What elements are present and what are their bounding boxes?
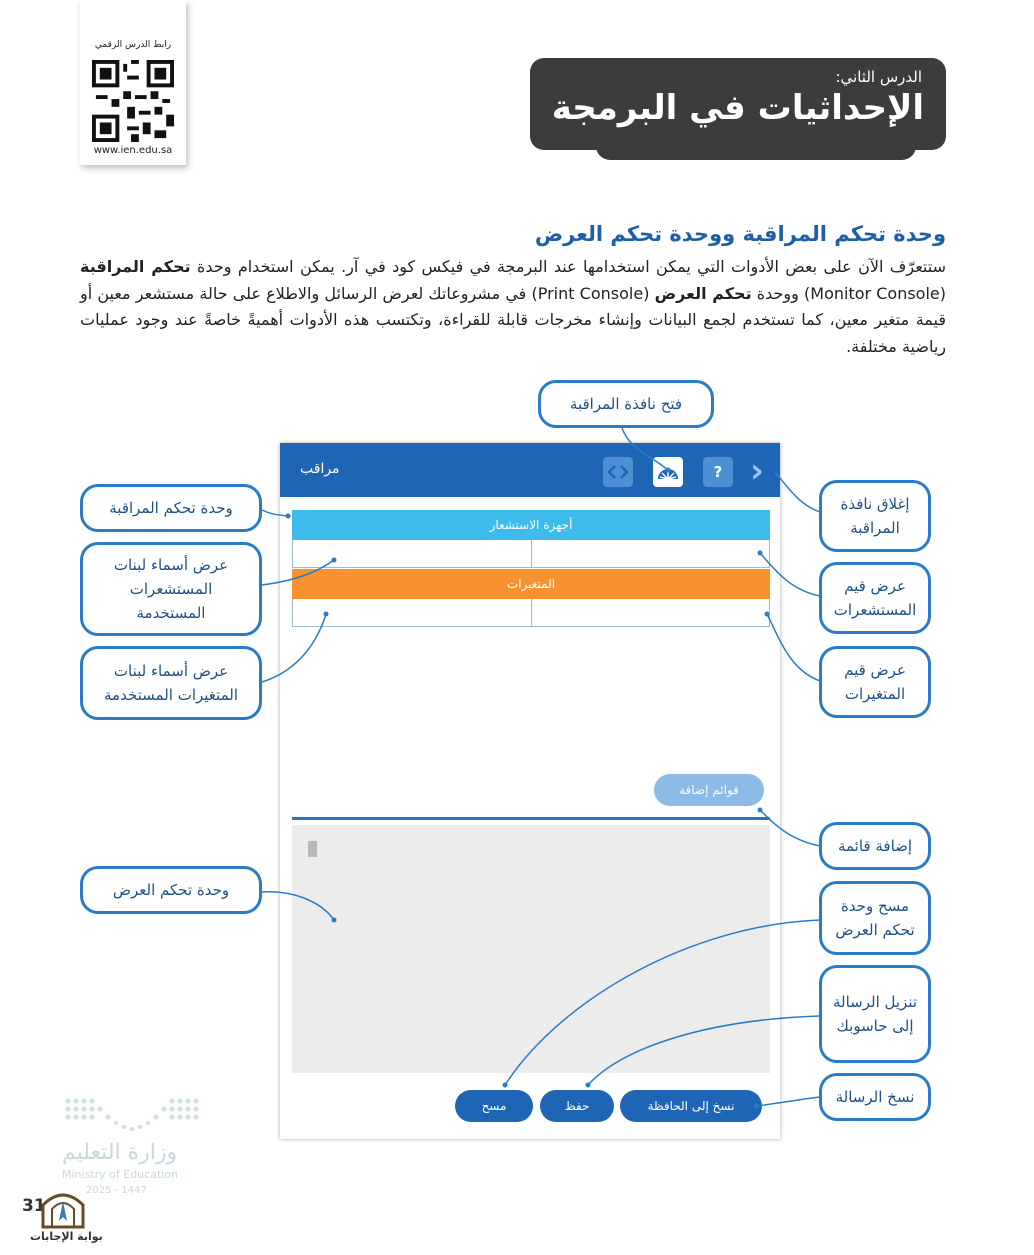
variables-row-divider — [531, 599, 532, 626]
callout-sensor-values: عرض قيم المستشعرات — [819, 562, 931, 634]
variables-header: المتغيرات — [292, 569, 770, 599]
qr-card — [80, 0, 186, 165]
monitor-panel — [280, 443, 780, 1139]
ministry-name-ar: وزارة التعليم — [62, 1140, 178, 1165]
body-text-3: (Print Console) في مشروعاتك لعرض الرسائل والاطلاع على حالة مستشعر معين أو قيمة متغير معين، كما تستخدم لجمع البيانات وإنشاء مخرجات قابلة للقراءة، وتكتسب هذه الأدوات أهميةً خاصةً عند وجود عمليات رياضية مختلفة. — [80, 283, 946, 356]
qr-code-icon[interactable] — [92, 60, 174, 142]
console-separator — [292, 817, 770, 820]
callout-variable-names: عرض أسماء لبنات المتغيرات المستخدمة — [80, 646, 262, 720]
sensors-row-divider — [531, 540, 532, 567]
body-text-2: (Monitor Console) ووحدة — [751, 283, 947, 303]
print-console[interactable] — [292, 825, 770, 1073]
qr-caption: رابط الدرس الرقمي — [94, 40, 172, 50]
callout-add-list: إضافة قائمة — [819, 822, 931, 870]
save-button[interactable]: حفظ — [540, 1090, 614, 1122]
body-bold-monitor: تحكم المراقبة — [80, 257, 191, 276]
callout-close-monitor: إغلاق نافذة المراقبة — [819, 480, 931, 552]
variables-row — [292, 599, 770, 627]
answers-gate-label: بوابة الإجابات — [30, 1230, 103, 1243]
body-text-1: ستتعرّف الآن على بعض الأدوات التي يمكن استخدامها عند البرمجة في فيكس كود في آر. يمكن استخدام وحدة — [190, 257, 946, 276]
callout-monitor-console: وحدة تحكم المراقبة — [80, 484, 262, 532]
callout-copy-message: نسخ الرسالة — [819, 1073, 931, 1121]
panel-title: مراقب — [300, 461, 340, 477]
callout-print-console: وحدة تحكم العرض — [80, 866, 262, 914]
section-heading: وحدة تحكم المراقبة ووحدة تحكم العرض — [534, 222, 946, 246]
title-banner — [530, 58, 946, 150]
code-brackets-icon[interactable] — [603, 457, 633, 487]
add-list-button[interactable]: قوائم إضافة — [654, 774, 764, 806]
sensors-header: أجهزة الاستشعار — [292, 510, 770, 540]
body-paragraph — [80, 254, 946, 360]
gauge-icon[interactable] — [653, 457, 683, 487]
callout-open-monitor: فتح نافذة المراقبة — [538, 380, 714, 428]
body-bold-print: تحكم العرض — [654, 283, 752, 303]
clear-button[interactable]: مسح — [455, 1090, 533, 1122]
answers-gate-icon — [38, 1187, 88, 1229]
copy-to-clipboard-button[interactable]: نسخ إلى الحافظة — [620, 1090, 762, 1122]
callout-variable-values: عرض قيم المتغيرات — [819, 646, 931, 718]
ministry-year: 2025 - 1447 — [86, 1185, 147, 1196]
lesson-title: الإحداثيات في البرمجة — [551, 88, 924, 128]
callout-download: تنزيل الرسالة إلى حاسوبك — [819, 965, 931, 1063]
panel-header — [280, 443, 780, 497]
qr-url: www.ien.edu.sa — [93, 145, 173, 156]
lesson-label: الدرس الثاني: — [835, 68, 922, 86]
page-number: 31 — [22, 1196, 46, 1216]
callout-clear-console: مسح وحدة تحكم العرض — [819, 881, 931, 955]
help-icon[interactable]: ? — [703, 457, 733, 487]
ministry-name-en: Ministry of Education — [62, 1168, 179, 1181]
console-cursor — [308, 841, 317, 857]
close-chevron-icon[interactable]: › — [750, 451, 765, 491]
callout-sensor-names: عرض أسماء لبنات المستشعرات المستخدمة — [80, 542, 262, 636]
sensors-row — [292, 540, 770, 568]
